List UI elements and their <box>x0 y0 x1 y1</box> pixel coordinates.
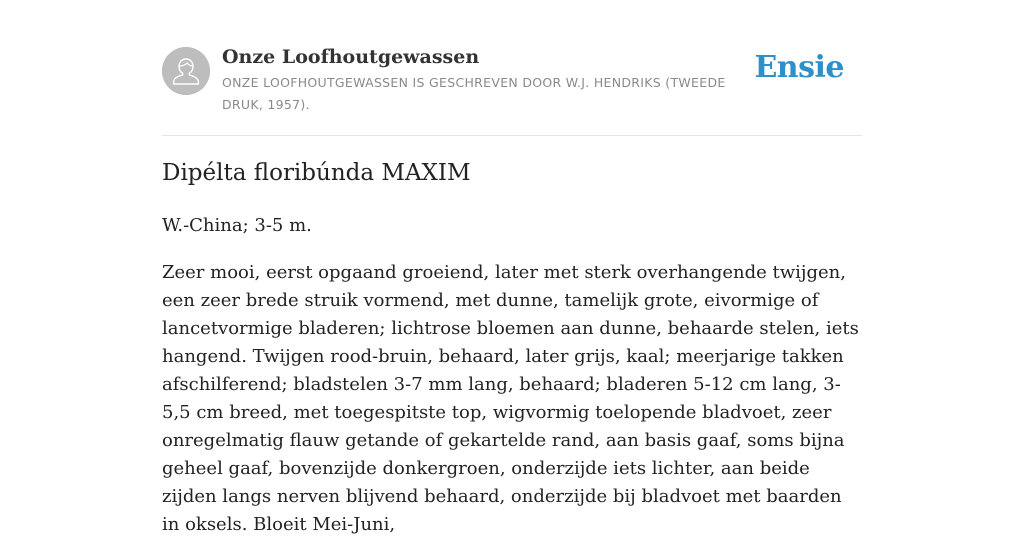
entry-paragraph: W.-China; 3-5 m. <box>162 215 312 236</box>
entry-paragraph: Zeer mooi, eerst opgaand groeiend, later met sterk overhangende twijgen, een zeer brede struik vormend, met dunne, tamelijk grote, eivormige of lancetvormige bladeren; lichtrose bloemen aan dunne, behaarde stelen, iets hangend. Twijgen rood-bruin, behaard, later grijs, kaal; meerjarige takken afschilferend; bladstelen 3-7 mm lang, behaard; bladeren 5-12 cm lang, 3-5,5 cm breed, met toegespitste top, wigvormig toelopende bladvoet, zeer onregelmatig flauw getande of gekartelde rand, aan basis gaaf, soms bijna geheel gaaf, bovenzijde donkergroen, onderzijde iets lichter, aan beide zijden langs nerven blijvend behaard, onderzijde bij bladvoet met baarden in oksels. Bloeit Mei-Juni, <box>162 262 859 535</box>
user-silhouette-icon <box>162 47 210 95</box>
page-content <box>162 0 862 535</box>
source-title[interactable]: Onze Loofhoutgewassen <box>222 46 480 68</box>
source-description: ONZE LOOFHOUTGEWASSEN IS GESCHREVEN DOOR W.J. HENDRIKS (TWEEDE DRUK, 1957). <box>222 75 726 112</box>
entry-title: Dipélta floribúnda MAXIM <box>162 160 471 186</box>
source-header <box>162 0 862 136</box>
ensie-logo[interactable]: Ensie <box>754 50 844 85</box>
source-avatar[interactable] <box>162 47 210 95</box>
